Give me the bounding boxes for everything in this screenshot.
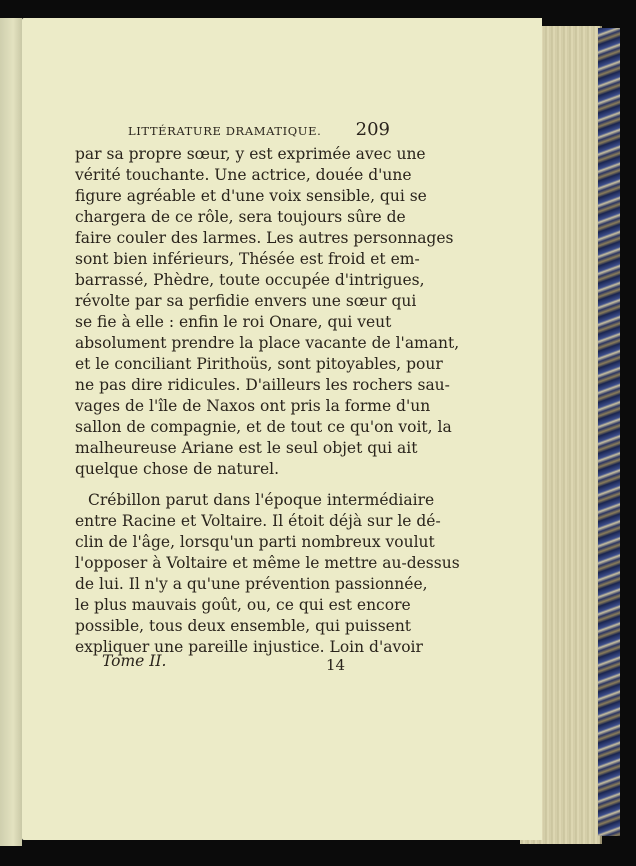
previous-page-edge (0, 18, 22, 846)
text-line: se fie à elle : enfin le roi Onare, qui veut (75, 313, 392, 331)
text-line: figure agréable et d'une voix sensible, qui se (75, 187, 427, 205)
text-line: Crébillon parut dans l'époque intermédiaire (88, 491, 435, 509)
text-line: entre Racine et Voltaire. Il étoit déjà sur le dé- (75, 512, 441, 530)
text-line: chargera de ce rôle, sera toujours sûre de (75, 208, 406, 226)
text-line: faire couler des larmes. Les autres personnages (75, 229, 454, 247)
text-line: sont bien inférieurs, Thésée est froid et em- (75, 250, 420, 268)
text-line: ne pas dire ridicules. D'ailleurs les rochers sau- (75, 376, 450, 394)
text-line: possible, tous deux ensemble, qui puissent (75, 617, 412, 635)
text-line: le plus mauvais goût, ou, ce qui est encore (75, 596, 411, 614)
text-line: vages de l'île de Naxos ont pris la forme d'un (75, 397, 431, 415)
text-line: absolument prendre la place vacante de l'amant, (75, 334, 460, 352)
running-header (128, 120, 390, 142)
text-line: clin de l'âge, lorsqu'un parti nombreux voulut (75, 533, 435, 551)
page-number: 209 (355, 119, 390, 140)
marbled-cover-edge (598, 28, 620, 836)
volume-signature: Tome II. (102, 652, 167, 670)
text-line: sallon de compagnie, et de tout ce qu'on voit, la (75, 418, 452, 436)
text-line: par sa propre sœur, y est exprimée avec une (75, 145, 426, 163)
text-line: de lui. Il n'y a qu'une prévention passionnée, (75, 575, 428, 593)
text-line: vérité touchante. Une actrice, douée d'une (75, 166, 412, 184)
text-line: et le conciliant Pirithoüs, sont pitoyables, pour (75, 355, 443, 373)
text-line: quelque chose de naturel. (75, 460, 280, 478)
gathering-signature: 14 (326, 656, 346, 674)
text-line: malheureuse Ariane est le seul objet qui ait (75, 439, 418, 457)
text-line: expliquer une pareille injustice. Loin d'avoir (75, 638, 423, 656)
text-line: révolte par sa perfidie envers une sœur qui (75, 292, 417, 310)
text-line: l'opposer à Voltaire et même le mettre au-dessus (75, 554, 460, 572)
running-title: LITTÉRATURE DRAMATIQUE. (128, 124, 322, 138)
text-line: barrassé, Phèdre, toute occupée d'intrigues, (75, 271, 425, 289)
